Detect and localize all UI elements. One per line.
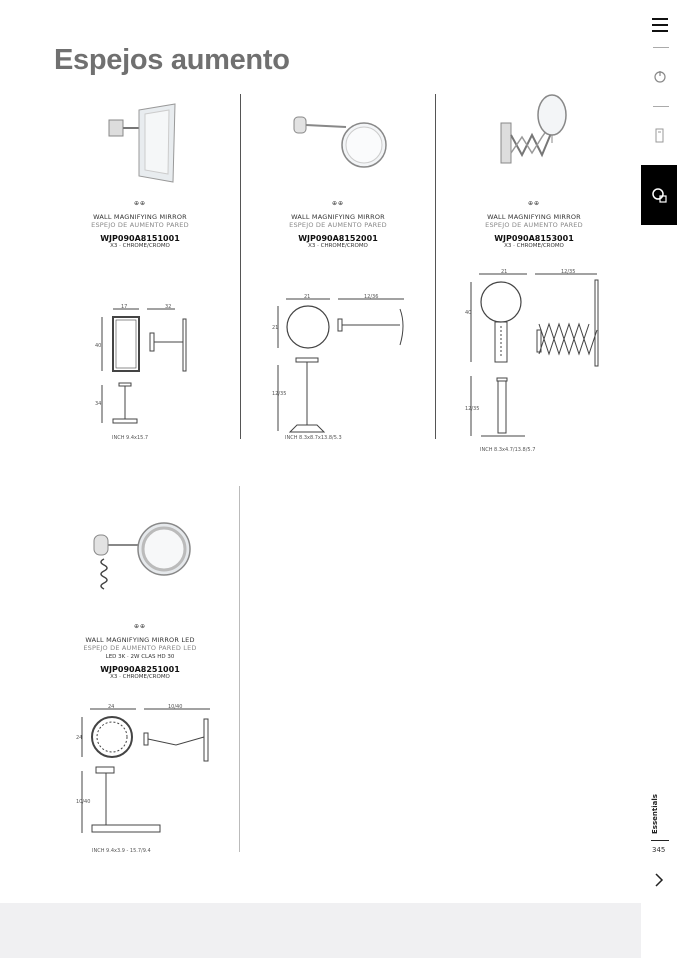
product-code: WJP090A8153001 (494, 234, 574, 243)
rail-separator (653, 106, 669, 107)
dim-width: 17 (121, 304, 128, 310)
dim-depth: 10/40 (168, 704, 183, 710)
chevron-right-icon[interactable] (654, 872, 664, 888)
inch-dimensions: INCH 9.4x3.9 - 15.7/9.4 (92, 848, 151, 854)
dim-height-2: 10/40 (76, 799, 91, 805)
column-divider (435, 94, 436, 439)
product-code: WJP090A8151001 (100, 234, 180, 243)
dim-depth: 12/35 (561, 269, 576, 275)
dim-width: 21 (304, 294, 311, 300)
product-code: WJP090A8251001 (100, 665, 180, 674)
product-photo-1 (105, 100, 185, 190)
product-finish: X3 · CHROME/CROMO (110, 243, 170, 249)
page-number: 345 (652, 846, 666, 854)
product-name-en: WALL MAGNIFYING MIRROR (291, 213, 385, 221)
column-divider (239, 486, 240, 852)
product-card-1 (80, 200, 200, 249)
product-photo-3 (498, 93, 578, 193)
hamburger-menu-icon[interactable] (652, 18, 668, 32)
product-name-es: ESPEJO DE AUMENTO PARED (485, 221, 583, 229)
page-title: Espejos aumento (54, 44, 290, 76)
product-card-4 (80, 623, 200, 680)
product-finish: X3 · CHROME/CROMO (110, 674, 170, 680)
feature-icons: ⊕⊕ (133, 623, 147, 630)
dim-height: 24 (76, 735, 83, 741)
feature-icons: ⊕⊕ (331, 200, 345, 207)
technical-drawing-4 (76, 705, 216, 845)
dim-height: 40 (465, 310, 472, 316)
product-name-es: ESPEJO DE AUMENTO PARED LED (83, 644, 197, 652)
inch-dimensions: INCH 8.3x8.7x13.8/5.3 (285, 435, 342, 441)
product-name-en: WALL MAGNIFYING MIRROR (93, 213, 187, 221)
product-finish: X3 · CHROME/CROMO (504, 243, 564, 249)
dim-height: 40 (95, 343, 102, 349)
product-card-2 (278, 200, 398, 249)
brand-label: Essentials (651, 794, 659, 834)
product-code: WJP090A8152001 (298, 234, 378, 243)
technical-drawing-2 (272, 295, 412, 435)
power-icon[interactable] (653, 70, 667, 84)
inch-dimensions: INCH 8.3x4.7/13.8/5.7 (480, 447, 536, 453)
dim-depth: 12/36 (364, 294, 379, 300)
column-divider (240, 94, 241, 439)
inch-dimensions: INCH 9.4x15.7 (112, 435, 149, 441)
dim-width: 24 (108, 704, 115, 710)
technical-drawing-3 (465, 270, 605, 440)
product-name-es: ESPEJO DE AUMENTO PARED (91, 221, 189, 229)
product-spec: LED 3K · 2W CLAS HD 30 (105, 654, 175, 660)
product-photo-2 (290, 105, 390, 175)
product-finish: X3 · CHROME/CROMO (308, 243, 368, 249)
product-name-es: ESPEJO DE AUMENTO PARED (289, 221, 387, 229)
product-name-en: WALL MAGNIFYING MIRROR (487, 213, 581, 221)
dim-width: 21 (501, 269, 508, 275)
rail-separator (653, 47, 669, 48)
rail-tab-active[interactable] (641, 165, 677, 225)
dim-height-2: 12/35 (272, 391, 287, 397)
catalog-icon (651, 187, 667, 203)
dim-depth: 32 (165, 304, 172, 310)
feature-icons: ⊕⊕ (527, 200, 541, 207)
product-name-en: WALL MAGNIFYING MIRROR LED (85, 636, 195, 644)
dim-height-2: 34 (95, 401, 102, 407)
feature-icons: ⊕⊕ (133, 200, 147, 207)
rail-separator (651, 840, 669, 841)
footer-bar (0, 903, 677, 958)
dim-height: 21 (272, 325, 279, 331)
product-photo-4 (90, 515, 200, 595)
document-icon[interactable] (655, 128, 665, 144)
product-card-3 (474, 200, 594, 249)
dim-height-2: 12/35 (465, 406, 480, 412)
technical-drawing-1 (95, 305, 205, 435)
right-nav-rail (641, 0, 677, 958)
